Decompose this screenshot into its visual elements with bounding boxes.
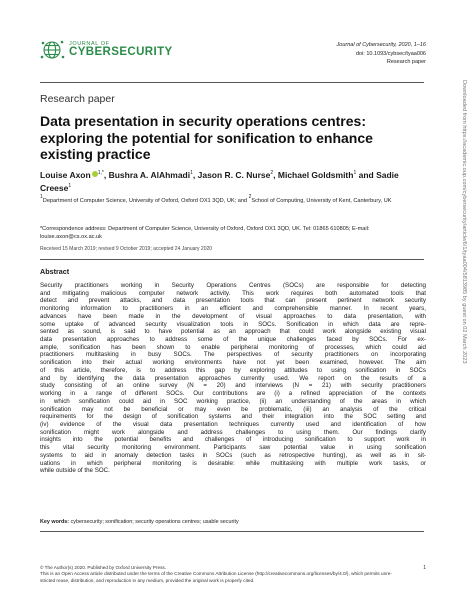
- abstract-line: data presentation approaches to address some of the unique challenges faced by SOCs. For ex-: [40, 336, 426, 344]
- abstract-line: this vital security monitoring environment. Participants saw potential value in using sonification: [40, 444, 426, 452]
- license-line-2: stricted reuse, distribution, and reproduction in any medium, provided the original work is properly cited.: [40, 577, 255, 583]
- download-watermark: Downloaded from https://academic.oup.com/cybersecurity/article/6/1/tyaa004/5813985 by guest on 02 March 2023: [461, 80, 467, 364]
- abstract-line: sented as sound, is said to have potential as an approach that could work alongside existing visual: [40, 328, 426, 336]
- author-name[interactable]: Louise Axon: [40, 170, 91, 180]
- received-dates: Received 15 March 2019; revised 9 October 2019; accepted 24 January 2020: [40, 246, 213, 252]
- keywords: [40, 519, 239, 525]
- abstract-bottom-divider: [40, 531, 424, 532]
- abstract-line: requirements for the design of sonification systems and their integration into the SOC setting and: [40, 413, 426, 421]
- abstract-line: sonification into their actual working environments have not yet been examined, however. The aim: [40, 359, 426, 367]
- section-label: Research paper: [40, 93, 115, 105]
- logo-big-text: CYBERSECURITY: [69, 46, 173, 58]
- page-number: 1: [423, 565, 426, 571]
- keywords-text: cybersecurity; sonification; security operations centres; usable security: [70, 519, 239, 525]
- author-affiliation-marker: 1: [353, 170, 357, 176]
- author-separator: and: [356, 170, 377, 180]
- abstract-line: uations in which peripheral monitoring is desirable: while multitasking with multiple work tasks, or: [40, 459, 426, 467]
- abstract-line: some uptake of advanced security visualization tools in SOCs. Sonification in which data are repre-: [40, 320, 426, 328]
- abstract-line: study consisting of an online survey (N = 20) and interviews (N = 21) with security practitioners: [40, 382, 426, 390]
- journal-citation: Journal of Cybersecurity, 2020, 1–16: [336, 42, 426, 48]
- affiliations: [40, 194, 424, 205]
- logo-wordmark: [69, 42, 173, 59]
- abstract-text: [40, 282, 426, 475]
- correspondence-address: *Correspondence address: Department of Computer Science, University of Oxford, Oxford OX1 3QD, UK. Tel: 01865 610805; E-mail: louise.axon@cs.ox.ac.uk: [40, 226, 370, 241]
- author-list: [40, 169, 420, 194]
- abstract-line: advances have been made in the development of visual approaches to data presentation, with: [40, 312, 426, 320]
- affiliation-marker: 2: [248, 194, 252, 200]
- author-separator: ,: [192, 170, 198, 180]
- author-affiliation-marker: 2: [270, 170, 274, 176]
- abstract-line: detect and prevent attacks, and data presentation tools that can present pertinent network security: [40, 297, 426, 305]
- abstract-line: of this article, therefore, is to address this gap by exploring attitudes to using sonification in SOCs: [40, 366, 426, 374]
- abstract-line: (iv) evidence of the visual data presentation techniques currently used and identification of how: [40, 420, 426, 428]
- license-line-1: This is an Open Access article distributed under the terms of the Creative Commons Attribution License (http://creativecommons.org/licenses/by/4.0/), which permits unre-: [40, 571, 392, 577]
- author-separator: ,: [103, 170, 109, 180]
- abstract-line: and mitigating malicious computer network activity. This work requires both automated tools that: [40, 289, 426, 297]
- abstract-line: monitoring information to practitioners in an efficient and comprehensible manner. In recent years,: [40, 305, 426, 313]
- article-title: Data presentation in security operations centres: exploring the potential for sonification to enhance existing practice: [40, 113, 373, 162]
- journal-logo: [40, 38, 173, 62]
- abstract-line: ample, sonification has been shown to enable peripheral monitoring of processes, which could aid: [40, 343, 426, 351]
- logo-small-text: JOURNAL OF: [69, 40, 110, 47]
- author-name[interactable]: Jason R. C. Nurse: [197, 170, 271, 180]
- author-affiliation-marker: 1,*: [97, 170, 104, 176]
- author-affiliation-marker: 1: [190, 170, 193, 176]
- abstract-line: sonification may not be beneficial or may even be problematic, (iii) an analysis of the critical: [40, 405, 426, 413]
- abstract-line: working in a range of different SOCs. Our contributions are (i) a refined appreciation of the contexts: [40, 390, 426, 398]
- abstract-line: sonification might work alongside and address challenges to using them. Our findings clarify: [40, 428, 426, 436]
- journal-header-info: [337, 41, 426, 67]
- copyright-line: © The Author(s) 2020. Published by Oxford University Press.: [40, 565, 167, 570]
- abstract-line: while outside of the SOC.: [40, 467, 110, 475]
- abstract-line: in which sonification could aid in SOC working practice, (ii) an understanding of the areas in which: [40, 397, 426, 405]
- abstract-line: practitioners multitasking in busy SOCs. The perspectives of security practitioners on incorporating: [40, 351, 426, 359]
- author-name[interactable]: Michael Goldsmith: [277, 170, 354, 180]
- header-divider: [40, 82, 424, 83]
- author-separator: ,: [273, 170, 278, 180]
- affiliation-text: School of Computing, University of Kent, Canterbury, UK: [251, 198, 392, 204]
- affiliation-text: Department of Computer Science, University of Oxford, Oxford OX1 3QD, UK; and: [42, 198, 249, 204]
- author-affiliation-marker: 1: [68, 182, 72, 189]
- license-footer: [40, 565, 426, 584]
- keywords-label: Key words:: [40, 519, 70, 525]
- abstract-line: insights into the potential benefits and challenges of introducing sonification to support work in: [40, 436, 426, 444]
- abstract-line: systems to aid in anomaly detection tasks in SOCs (such as retrospective hunting), as well as in sit-: [40, 451, 426, 459]
- author-name[interactable]: Sadie Creese: [40, 170, 399, 193]
- article-type: Research paper: [386, 59, 426, 65]
- abstract-line: and by identifying the data presentation approaches currently used. We report on the results of a: [40, 374, 426, 382]
- doi-link[interactable]: doi: 10.1093/cybsec/tyaa006: [355, 50, 426, 57]
- abstract-heading: Abstract: [40, 267, 70, 276]
- cybersecurity-globe-icon: [40, 38, 66, 62]
- affiliation-marker: 1: [40, 194, 43, 200]
- author-name[interactable]: Bushra A. AlAhmadi: [108, 170, 191, 180]
- abstract-top-divider: [40, 259, 424, 260]
- abstract-line: Security practitioners working in Security Operations Centres (SOCs) are responsible for detecting: [40, 282, 426, 289]
